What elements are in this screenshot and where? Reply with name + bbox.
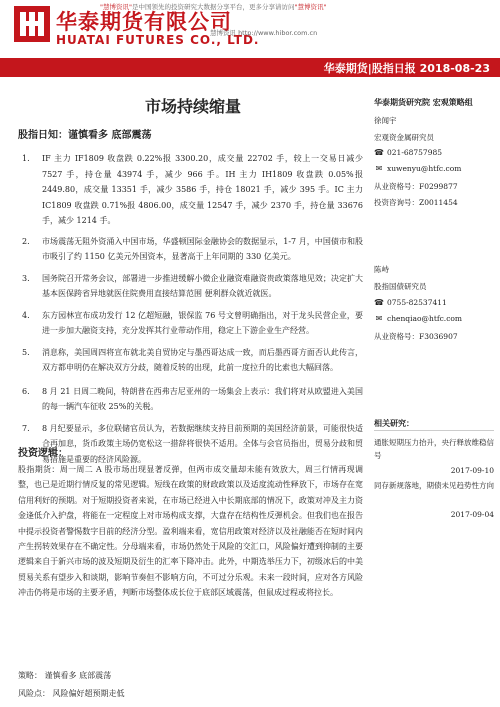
company-name-cn: 华泰期货有限公司 bbox=[56, 10, 232, 34]
report-subtitle: 股指日知：谨慎看多 底部震荡 bbox=[18, 130, 152, 141]
invest-logic-body: 股指期货：周一周二 A 股市场出现显著反弹，但两市成交量却未能有效放大，周三行情再现调整，也已是近期行情反复的常见逻辑。短线在政策的财政政策以及适度流动性释放下，市场存在宽信用利好的预期。对于短期投资者来说，在市场已经进入中长期底部的情况下，政策对冲及主力资金逢低介入护盘，将能在一定程度上对市场构成支撑，大盘存在结构性反弹机会。但我们也在报告中提示投资者警惕数字目前的经济分型。盈利端来看，宽信用政策对经济以及社融能否在短时间内产生拐转效果存在不确定性。分母端来看，市场仍然处于风险的交汇口，风险偏好遭到抑制的主要逻辑来自于新兴市场的波及短期及衍生的汇率下降冲击。此外，中期选举压力下，初级冰后的中美贸易关系有望步入和谈期，影响节奏但不影响方向，不可过分乐观。未来一段时间，应对各方风险冲击仍将是市场的主要矛盾，判断市场整体成长位于底部区域震荡，但鼠成过程或将拉长。 bbox=[18, 465, 363, 598]
invest-logic-title: 投资逻辑： bbox=[18, 448, 68, 459]
email-icon: ✉ bbox=[375, 314, 383, 323]
analyst1-role: 宏观资金属研究员 bbox=[374, 133, 434, 142]
list-item: 1. IF 主力 IF1809 收盘跌 0.22%报 3300.20，成交量 22702 手，较上一交易日减少 7527 手，持仓量 43974 手，减少 966 手。IH 主力 IH1809 收盘跌 0.05%报 2449.80，成交量 13351 手，减少 3586 手，持仓 18021 手，减少 395 手。IC 主力 IC1809 收盘跌 0.71%报 4806.00，成交量 12547 手，减少 2370 手，持仓量 33676 手，减少 1214 手。 bbox=[22, 154, 363, 225]
related-item-date: 2017-09-04 bbox=[450, 510, 494, 519]
analyst2-role: 股指国债研究员 bbox=[374, 282, 427, 291]
related-item-date: 2017-09-10 bbox=[450, 466, 494, 475]
list-item: 2. 市场震荡无阻外资涌入中国市场，华盛顿国际金融协会的数据显示，1-7 月，中国债市和股市吸引了约 1150 亿美元外国资本，显著高于上年同期的 330 亿美元。 bbox=[22, 236, 363, 261]
list-item: 4. 东方园林宣布成功发行 12 亿超短融，银保监 76 号文曾明确指出，对于龙头民营企业，要进一步加大融资支持，充分发挥其行业带动作用，稳定上下游企业生产经营。 bbox=[22, 310, 363, 335]
team-title: 华泰期货研究院 宏观策略组 bbox=[374, 97, 473, 107]
related-item-text[interactable]: 同存新规落地，期债未见趋势性方向 bbox=[374, 481, 494, 490]
analyst1-email-row: ✉ xuwenyu@htfc.com bbox=[375, 164, 462, 173]
strategy-line: 策略： 谨慎看多 底部震荡 bbox=[18, 671, 112, 680]
company-logo bbox=[14, 6, 50, 42]
divider bbox=[374, 430, 494, 431]
analyst2-phone-row: ☎ 0755-82537411 bbox=[374, 298, 447, 307]
risk-line: 风险点： 风险偏好超预期走低 bbox=[18, 689, 125, 698]
list-item: 6. 8 月 21 日周二晚间，特朗普在西弗吉尼亚州的一场集会上表示：我们将对从欧盟进入美国的每一辆汽车征收 25%的关税。 bbox=[22, 386, 363, 411]
watermark-text: "慧博资讯"是中国领先的投资研究大数据分享平台，更多分享请访问"慧博资讯" bbox=[100, 3, 327, 11]
phone-icon: ☎ bbox=[374, 298, 384, 307]
analyst2-name: 陈峙 bbox=[374, 265, 389, 274]
news-list bbox=[18, 151, 363, 467]
analyst2-email-row: ✉ chenqiao@htfc.com bbox=[375, 314, 463, 323]
report-title: 市场持续缩量 bbox=[145, 97, 242, 116]
report-type-label: 华泰期货|股指日报 2018-08-23 bbox=[323, 62, 490, 75]
report-type-bar bbox=[0, 58, 500, 77]
analyst1-phone-row: ☎ 021-68757985 bbox=[374, 148, 443, 157]
related-item-text[interactable]: 通胀短期压力抬升，央行释放维稳信号 bbox=[374, 438, 494, 460]
analyst1-name: 徐闻宇 bbox=[374, 116, 397, 125]
list-item: 3. 国务院召开常务会议，部署进一步推进缓解小微企业融资难融资贵政策落地见效；决定扩大基本医保跨省异地就医住院费用直接结算范围 便利群众就近就医。 bbox=[22, 273, 363, 298]
related-research-title: 相关研究： bbox=[374, 418, 414, 428]
analyst1-qualification: 从业资格号：F0299877 bbox=[374, 182, 458, 191]
report-header bbox=[0, 0, 500, 58]
analyst2-qualification: 从业资格号：F3036907 bbox=[374, 332, 458, 341]
email-icon: ✉ bbox=[375, 164, 383, 173]
list-item: 5. 消息称，美国周四将宣布就北美自贸协定与墨西哥达成一致，而后墨西哥方面否认此传言，双方都申明仍在解决双方分歧，随着反转的出现，此前一度拉升的比索也大幅回落。 bbox=[22, 347, 363, 372]
watermark-url: 慧博资讯 http://www.hibor.com.cn bbox=[210, 29, 318, 37]
list-item: 7. 8 月纪要显示，多位联储官员认为，若数据继续支持目前预期的美国经济前景，可能很快适合再加息，货币政策主场仍宽松这一措辞将很快不适用。全体与会官员指出，贸易分歧和贸易措施是重要的经济风险源。 bbox=[22, 423, 363, 464]
analyst1-invest-no: 投资咨询号：Z0011454 bbox=[374, 198, 458, 207]
company-name-en: HUATAI FUTURES CO., LTD. bbox=[56, 33, 260, 47]
phone-icon: ☎ bbox=[374, 148, 384, 157]
